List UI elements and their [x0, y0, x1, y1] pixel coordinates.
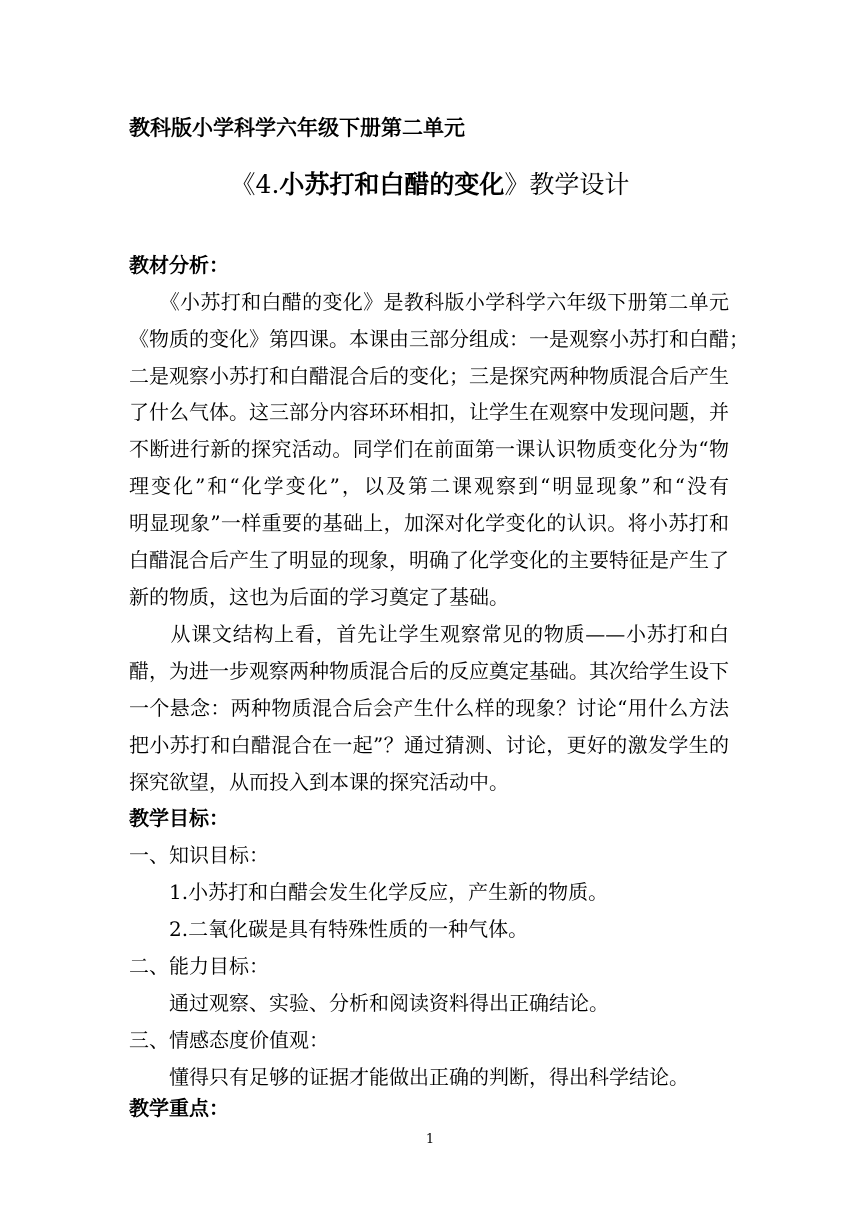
knowledge-item: 2.二氧化碳是具有特殊性质的一种气体。	[169, 917, 529, 941]
paragraph-line: 明显现象”一样重要的基础上，加深对化学变化的认识。将小苏打和	[129, 511, 729, 535]
paragraph-line: 二是观察小苏打和白醋混合后的变化；三是探究两种物质混合后产生	[129, 364, 729, 388]
paragraph-line: 《小苏打和白醋的变化》是教科版小学科学六年级下册第二单元	[129, 290, 729, 314]
emotion-heading: 三、情感态度价值观：	[129, 1028, 329, 1052]
ability-heading: 二、能力目标：	[129, 954, 269, 978]
paragraph-line: 了什么气体。这三部分内容环环相扣，让学生在观察中发现问题，并	[129, 400, 729, 424]
document-title	[0, 170, 860, 200]
paragraph-line: 醋，为进一步观察两种物质混合后的反应奠定基础。其次给学生设下	[129, 659, 729, 683]
document-subtitle: 教科版小学科学六年级下册第二单元	[129, 115, 465, 140]
paragraph-line: 理变化”和“化学变化”，以及第二课观察到“明显现象”和“没有	[129, 474, 729, 498]
paragraph-line: 《物质的变化》第四课。本课由三部分组成：一是观察小苏打和白醋；	[129, 327, 749, 351]
paragraph-line: 新的物质，这也为后面的学习奠定了基础。	[129, 585, 509, 609]
title-close: 》教学设计	[504, 170, 630, 199]
knowledge-heading: 一、知识目标：	[129, 843, 269, 867]
paragraph-line: 一个悬念：两种物质混合后会产生什么样的现象？讨论“用什么方法	[129, 696, 729, 720]
key-points-heading: 教学重点：	[129, 1096, 229, 1120]
title-bold: 小苏打和白醋的变化	[279, 170, 505, 199]
paragraph-line: 白醋混合后产生了明显的现象，明确了化学变化的主要特征是产生了	[129, 548, 729, 572]
paragraph-line: 从课文结构上看，首先让学生观察常见的物质——小苏打和白	[129, 622, 729, 646]
paragraph-line: 不断进行新的探究活动。同学们在前面第一课认识物质变化分为“物	[129, 437, 729, 461]
knowledge-item: 1.小苏打和白醋会发生化学反应，产生新的物质。	[169, 880, 609, 904]
page-number: 1	[425, 1132, 435, 1147]
title-open: 《4.	[230, 170, 280, 199]
ability-item: 通过观察、实验、分析和阅读资料得出正确结论。	[169, 991, 609, 1015]
goals-heading: 教学目标：	[129, 806, 229, 830]
paragraph-line: 探究欲望，从而投入到本课的探究活动中。	[129, 770, 509, 794]
analysis-heading: 教材分析：	[129, 253, 229, 277]
emotion-item: 懂得只有足够的证据才能做出正确的判断，得出科学结论。	[169, 1065, 689, 1089]
paragraph-line: 把小苏打和白醋混合在一起”？通过猜测、讨论，更好的激发学生的	[129, 733, 729, 757]
